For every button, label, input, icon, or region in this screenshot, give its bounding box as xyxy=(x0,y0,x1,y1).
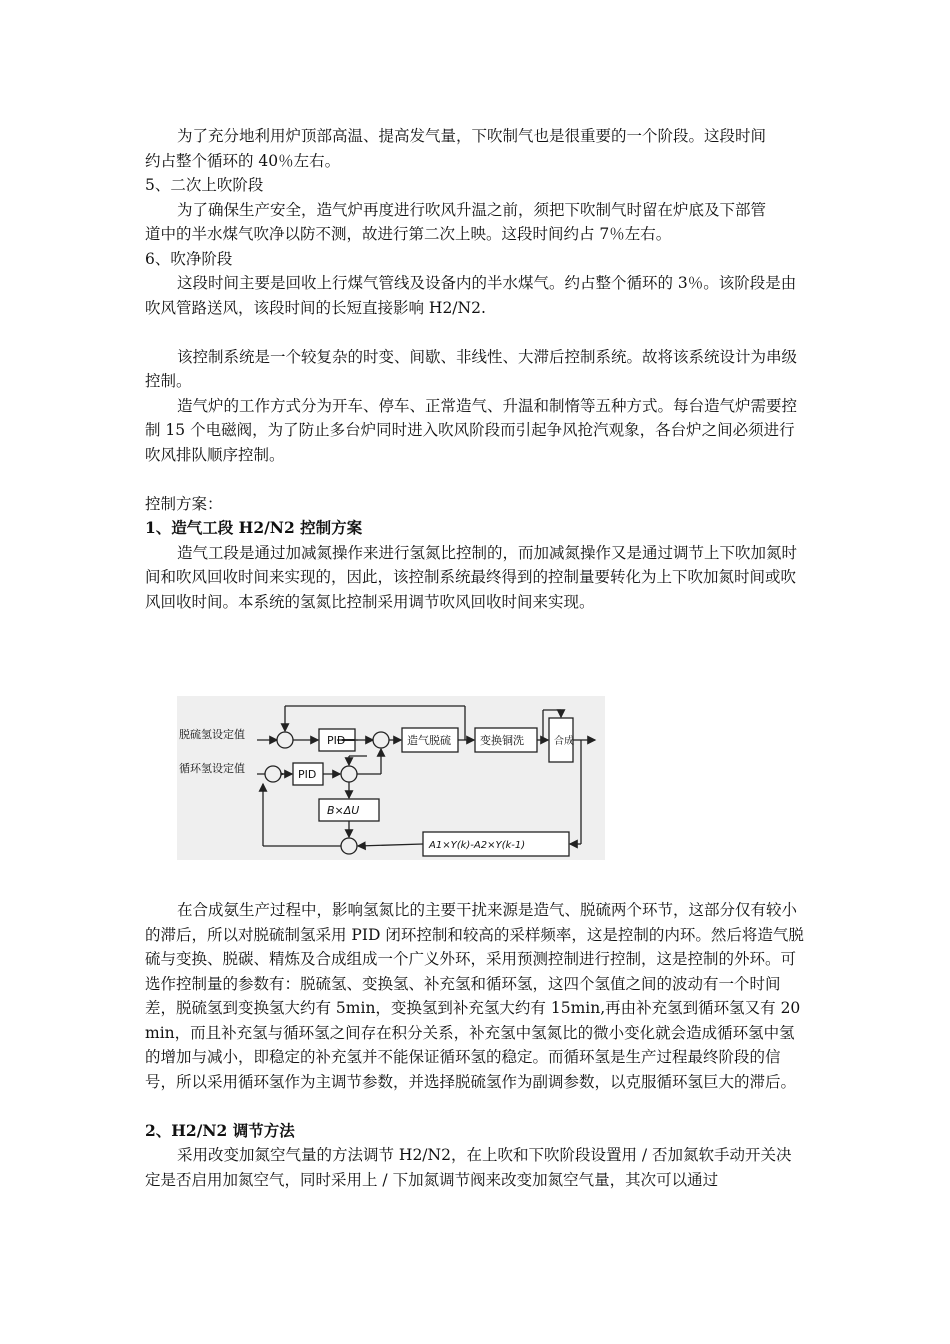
heading-section-2: 2、H2/N2 调节方法 xyxy=(145,1120,295,1140)
block-bdu: B×ΔU xyxy=(327,804,360,817)
paragraph-downblow: 为了充分地利用炉顶部高温、提高发气量，下吹制气也是很重要的一个阶段。这段时间 xyxy=(177,127,767,145)
paragraph-purge: 这段时间主要是回收上行煤气管线及设备内的半水煤气。约占整个循环的 3％。该阶段是由吹风管路送风，该段时间的长短直接影响 H2/N2. xyxy=(145,274,797,317)
paragraph-nitrogen: 造气工段是通过加减氮操作来进行氢氮比控制的，而加减氮操作又是通过调节上下吹加氮时间和吹风回收时间来实现的，因此，该控制系统最终得到的控制量要转化为上下吹加氮时间或吹风回收时间。本系统的氢氮比控制采用调节吹风回收时间来实现。 xyxy=(145,543,798,611)
heading-second-upblow: 5、二次上吹阶段 xyxy=(145,176,264,194)
pid-block-1: PID xyxy=(327,734,346,747)
heading-section-1: 1、造气工段 H2/N2 控制方案 xyxy=(145,518,363,537)
pid-block-2: PID xyxy=(298,768,317,781)
paragraph-disturbance: 在合成氨生产过程中，影响氢氮比的主要干扰来源是造气、脱硫两个环节，这部分仅有较小的滞后，所以对脱硫制氢采用 PID 闭环控制和较高的采样频率，这是控制的内环。然后将造气脱硫与变换、脱碳、精炼及合成组成一个广义外环，采用预测控制进行控制，这是控制的外环。可选作控制量的参数有：脱硫氢、变换氢、补充氢和循环氢，这四个氢值之间的波动有一个时间差，脱硫氢到变换氢大约有 5min，变换氢到补充氢大约有 15min,再由补充氢到循环氢又有 20min，而且补充氢与循环氢之间存在积分关系，补充氢中氢氮比的微小变化就会造成循环氢中氢的增加与减小，即稳定的补充氢并不能保证循环氢的稳定。而循环氢是生产过程最终阶段的信号，所以采用循环氢作为主调节参数，并选择脱硫氢作为副调参数，以克服循环氢巨大的滞后。 xyxy=(145,901,804,1091)
label-cycle-setpoint: 循环氢设定值 xyxy=(179,762,245,775)
block-shift-wash: 变换铜洗 xyxy=(480,734,524,747)
document-top xyxy=(145,124,807,614)
label-sulfur-setpoint: 脱硫氢设定值 xyxy=(179,728,245,741)
paragraph-safety-cont: 道中的半水煤气吹净以防不测，故进行第二次上映。这段时间约占 7％左右。 xyxy=(145,225,672,243)
block-gas-desulf: 造气脱硫 xyxy=(407,734,451,747)
paragraph-system: 该控制系统是一个较复杂的时变、间歇、非线性、大滞后控制系统。故将该系统设计为串级控制。 xyxy=(145,347,798,390)
paragraph-modes: 造气炉的工作方式分为开车、停车、正常造气、升温和制惰等五种方式。每台造气炉需要控制 15 个电磁阀，为了防止多台炉同时进入吹风阶段而引起争风抢汽观象，各台炉之间必须进行吹风排队顺序控制。 xyxy=(145,396,798,464)
paragraph-adjust: 采用改变加氮空气量的方法调节 H2/N2，在上吹和下吹阶段设置用 / 否加氮软手动开关决定是否启用加氮空气，同时采用上 / 下加氮调节阀来改变加氮空气量，其次可以通过 xyxy=(145,1146,792,1189)
control-block-diagram xyxy=(177,696,605,860)
paragraph-safety: 为了确保生产安全，造气炉再度进行吹风升温之前，须把下吹制气时留在炉底及下部管 xyxy=(177,200,767,219)
heading-control-scheme: 控制方案： xyxy=(145,494,223,513)
block-synthesis: 合成 xyxy=(554,736,574,747)
block-predictor: A1×Y(k)-A2×Y(k-1) xyxy=(429,840,526,851)
document-bottom xyxy=(145,898,807,1192)
heading-purge: 6、吹净阶段 xyxy=(145,249,233,268)
paragraph-downblow-cont: 约占整个循环的 40％左右。 xyxy=(145,151,341,170)
